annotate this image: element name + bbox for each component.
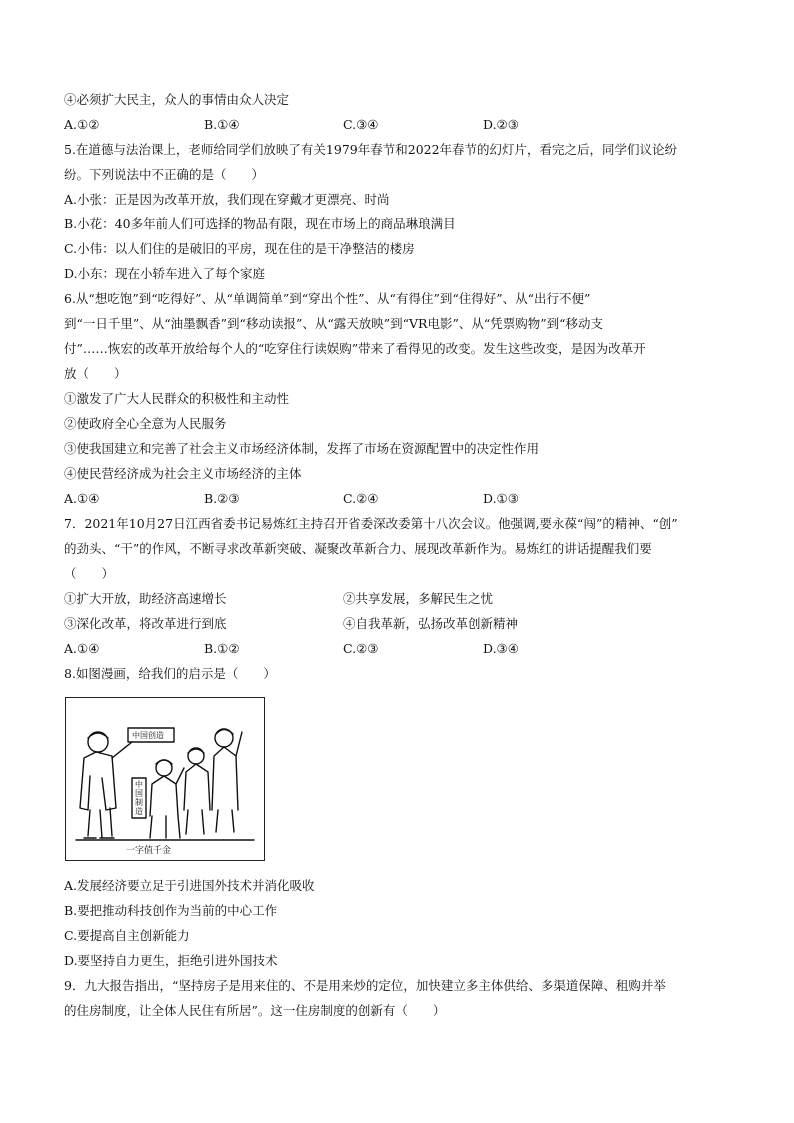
q7-stem-line3: （ ） [64,566,115,581]
q7-option-b: B.①② [204,641,240,656]
q7-statement-1: ①扩大开放，助经济高速增长 [64,591,227,606]
q5-stem-line1: 5.在道德与法治课上，老师给同学们放映了有关1979年春节和2022年春节的幻灯片，看完之后，同学们议论纷 [64,142,678,157]
q5-option-b: B.小花：40多年前人们可选择的物品有限，现在市场上的商品琳琅满目 [64,216,456,231]
q8-option-a: A.发展经济要立足于引进国外技术并消化吸收 [64,878,315,893]
q7-stem-line2: 的劲头、“干”的作风，不断寻求改革新突破、凝聚改革新合力、展现改革新作为。易炼红的讲话提醒我们要 [64,541,652,556]
q4-option-b: B.①④ [204,117,240,132]
q6-statement-2: ②使政府全心全意为人民服务 [64,416,227,431]
q7-statement-3: ③深化改革，将改革进行到底 [64,616,227,631]
q4-option-d: D.②③ [483,117,519,132]
q4-option-c: C.③④ [343,117,379,132]
cartoon-sign-side: 中国制造 [135,780,143,816]
q6-stem-line4: 放（ ） [64,366,127,381]
q9-stem-line1: 9．九大报告指出，“坚持房子是用来住的、不是用来炒的定位，加快建立多主体供给、多渠道保障、租购并举 [64,978,666,993]
q7-statement-4: ④自我革新，弘扬改革创新精神 [343,616,519,631]
q7-option-c: C.②③ [343,641,379,656]
q4-option-a: A.①② [64,117,100,132]
q6-statement-1: ①激发了广大人民群众的积极性和主动性 [64,391,290,406]
q6-statement-4: ④使民营经济成为社会主义市场经济的主体 [64,466,302,481]
q7-option-d: D.③④ [483,641,519,656]
cartoon-drawing [66,698,263,859]
q7-statement-2: ②共享发展，多解民生之忧 [343,591,494,606]
q8-option-b: B.要把推动科技创作为当前的中心工作 [64,903,278,918]
cartoon-image [65,697,265,861]
q6-option-b: B.②③ [204,491,240,506]
q8-option-c: C.要提高自主创新能力 [64,928,190,943]
q6-option-a: A.①④ [64,491,100,506]
q6-stem-line1: 6.从“想吃饱”到“吃得好”、从“单调简单”到“穿出个性”、从“有得住”到“住得好”、从“出行不便” [64,291,591,306]
cartoon-sign-top: 中国创造 [132,731,164,740]
q8-stem: 8.如图漫画，给我们的启示是（ ） [64,666,276,681]
q9-stem-line2: 的住房制度，让全体人民住有所居”。这一住房制度的创新有（ ） [64,1003,446,1018]
q5-stem-line2: 纷。下列说法中不正确的是（ ） [64,167,265,182]
q4-statement-4: ④必须扩大民主，众人的事情由众人决定 [64,92,290,107]
q6-option-d: D.①③ [483,491,519,506]
q6-statement-3: ③使我国建立和完善了社会主义市场经济体制，发挥了市场在资源配置中的决定性作用 [64,441,540,456]
q8-option-d: D.要坚持自力更生，拒绝引进外国技术 [64,953,278,968]
q5-option-c: C.小伟：以人们住的是破旧的平房，现在住的是干净整洁的楼房 [64,241,415,256]
q5-option-d: D.小东：现在小轿车进入了每个家庭 [64,266,266,281]
q6-option-c: C.②④ [343,491,379,506]
q7-stem-line1: 7．2021年10月27日江西省委书记易炼红主持召开省委深改委第十八次会议。他强调,要永葆“闯”的精神、“创” [64,516,678,531]
q6-stem-line2: 到“一日千里”、从“油墨飘香”到“移动读报”、从“露天放映”到“VR电影”、从“凭票购物”到“移动支 [64,316,604,331]
cartoon-caption: 一字值千金 [126,846,172,856]
q7-option-a: A.①④ [64,641,100,656]
q5-option-a: A.小张：正是因为改革开放，我们现在穿戴才更漂亮、时尚 [64,192,390,207]
q6-stem-line3: 付”……恢宏的改革开放给每个人的“吃穿住行读娱购”带来了看得见的改变。发生这些改变，是因为改革开 [64,341,646,356]
